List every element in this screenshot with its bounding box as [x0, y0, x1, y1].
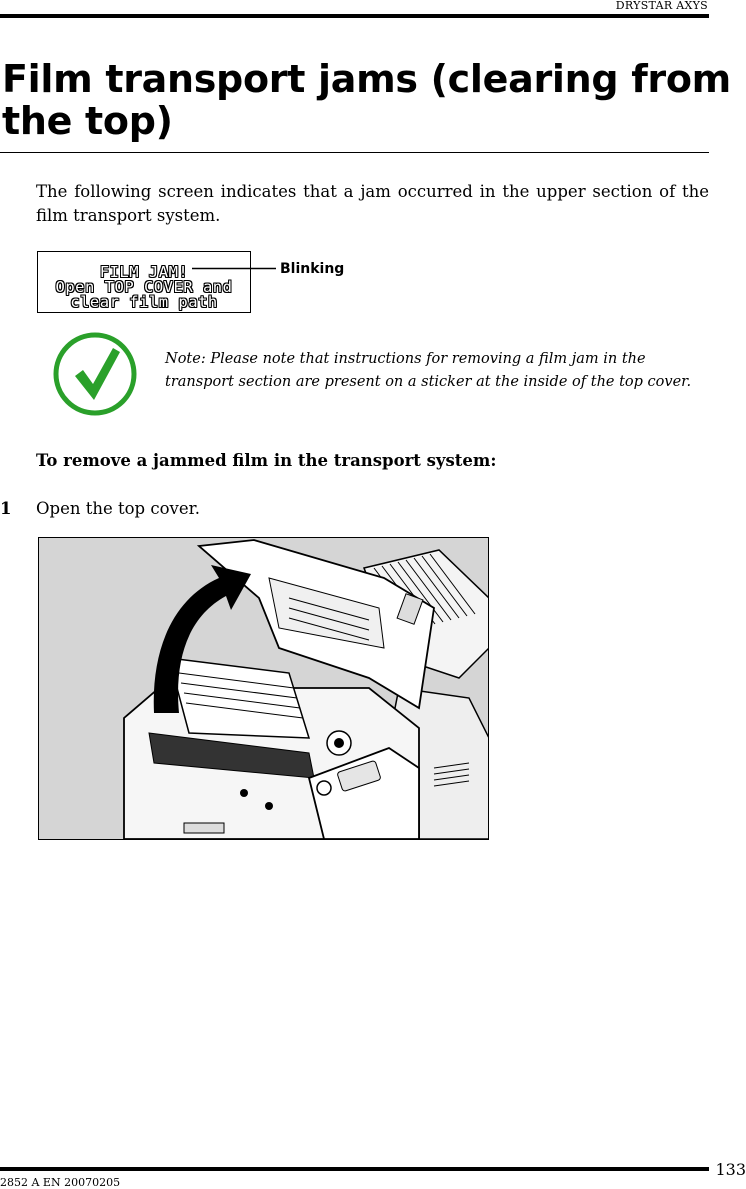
note-text: Note: Please note that instructions for removing a film jam in the transport section are present on a sticker at the inside of the top cover.: [165, 351, 692, 390]
blinking-callout-label: Blinking: [280, 261, 345, 277]
lcd-line-2: Open TOP COVER and: [55, 278, 233, 296]
page-number: 133: [715, 1160, 746, 1179]
lcd-line-3: clear film path: [70, 293, 218, 311]
page-title-line1: Film transport jams (clearing from: [2, 57, 731, 101]
intro-paragraph: The following screen indicates that a jam occurred in the upper section of the film transport system.: [36, 182, 709, 225]
document-id: 2852 A EN 20070205: [0, 1176, 121, 1189]
printer-open-top-cover-illustration: [38, 537, 489, 840]
footer-rule: [0, 1167, 709, 1171]
page-title-line2: the top): [2, 99, 173, 143]
procedure-heading: To remove a jammed film in the transport system:: [36, 451, 497, 470]
lcd-line-1: FILM JAM!: [99, 263, 189, 281]
callout-line: [0, 0, 746, 300]
checkmark-icon: [53, 332, 137, 416]
running-header: DRYSTAR AXYS: [615, 0, 708, 12]
step-number: 1: [0, 499, 12, 518]
step-text: Open the top cover.: [36, 499, 200, 518]
